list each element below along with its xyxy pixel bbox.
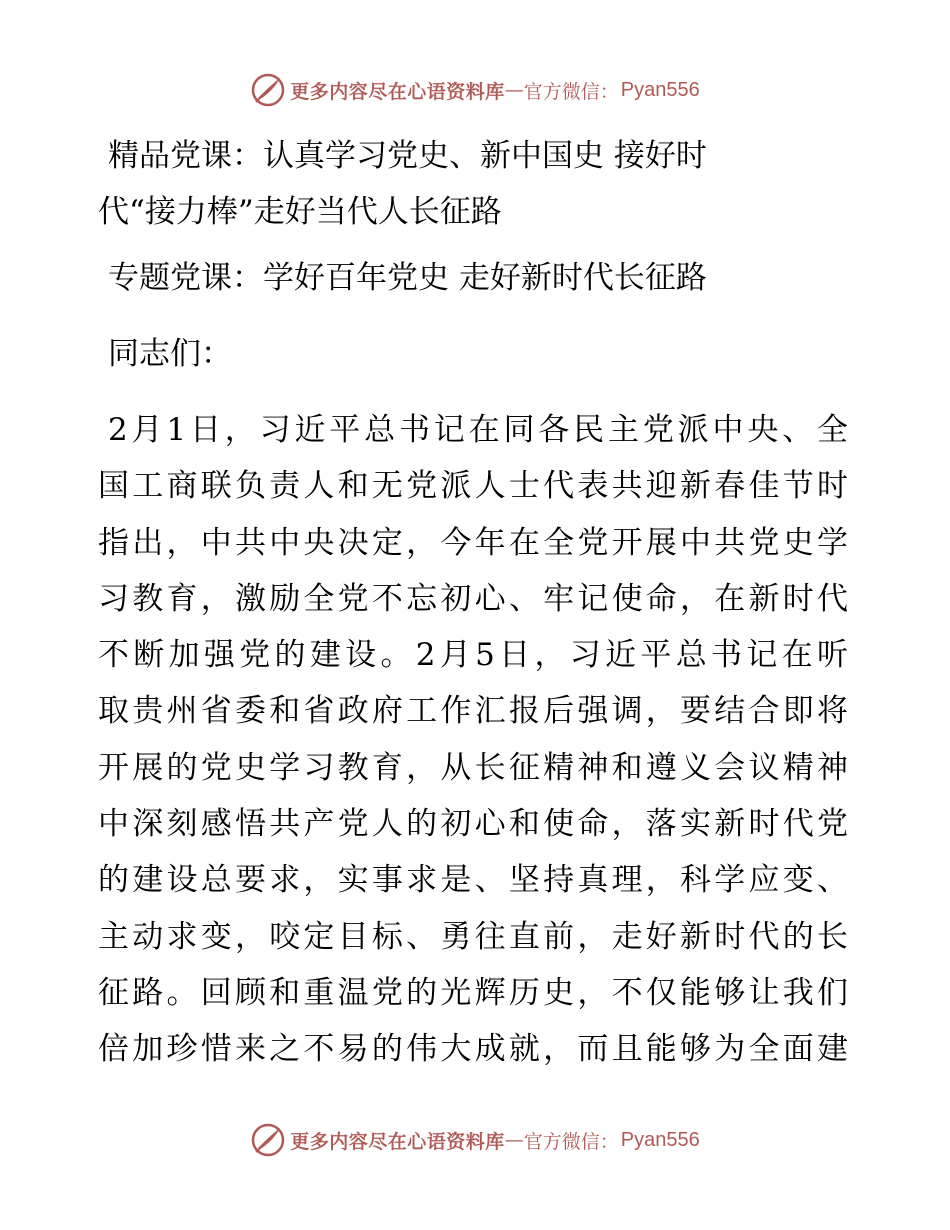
body-line: 指出，中共中央决定，今年在全党开展中共党史学 (98, 524, 848, 561)
watermark-site-text: 更多内容尽在心语资料库 (290, 1130, 505, 1153)
watermark-wechat-label: 官方微信： (523, 80, 619, 103)
body-line: 主动求变，咬定目标、勇往直前，走好新时代的长 (98, 918, 848, 955)
watermark-wechat-id: Pyan556 (620, 78, 700, 101)
page-title (98, 128, 828, 240)
body-line: 不断加强党的建设。2月5日，习近平总书记在听 (98, 637, 848, 674)
quill-logo-icon (250, 72, 286, 108)
watermark-dash: — (504, 1129, 524, 1151)
watermark-wechat-label: 官方微信： (523, 1130, 619, 1153)
watermark-site-text: 更多内容尽在心语资料库 (290, 80, 505, 103)
title-line-1: 精品党课：认真学习党史、新中国史 接好时 (108, 138, 707, 174)
body-line: 习教育，激励全党不忘初心、牢记使命，在新时代 (98, 580, 848, 617)
body-line: 国工商联负责人和无党派人士代表共迎新春佳节时 (98, 468, 848, 505)
body-line: 倍加珍惜来之不易的伟大成就，而且能够为全面建 (98, 1031, 848, 1068)
body-line: 开展的党史学习教育，从长征精神和遵义会议精神 (98, 749, 848, 786)
body-paragraph (98, 402, 848, 1078)
body-line: 2月1日，习近平总书记在同各民主党派中央、全 (108, 412, 848, 448)
watermark-dash: — (504, 79, 524, 101)
greeting: 同志们： (108, 336, 232, 372)
header-watermark (0, 68, 950, 112)
page-subtitle: 专题党课：学好百年党史 走好新时代长征路 (108, 260, 707, 296)
title-line-2: 代“接力棒”走好当代人长征路 (98, 194, 502, 230)
footer-watermark (0, 1118, 950, 1162)
body-line: 的建设总要求，实事求是、坚持真理，科学应变、 (98, 862, 848, 899)
quill-logo-icon (250, 1122, 286, 1158)
watermark-wechat-id: Pyan556 (620, 1128, 700, 1151)
body-line: 中深刻感悟共产党人的初心和使命，落实新时代党 (98, 806, 848, 843)
body-line: 取贵州省委和省政府工作汇报后强调，要结合即将 (98, 693, 848, 730)
body-line: 征路。回顾和重温党的光辉历史，不仅能够让我们 (98, 974, 848, 1011)
